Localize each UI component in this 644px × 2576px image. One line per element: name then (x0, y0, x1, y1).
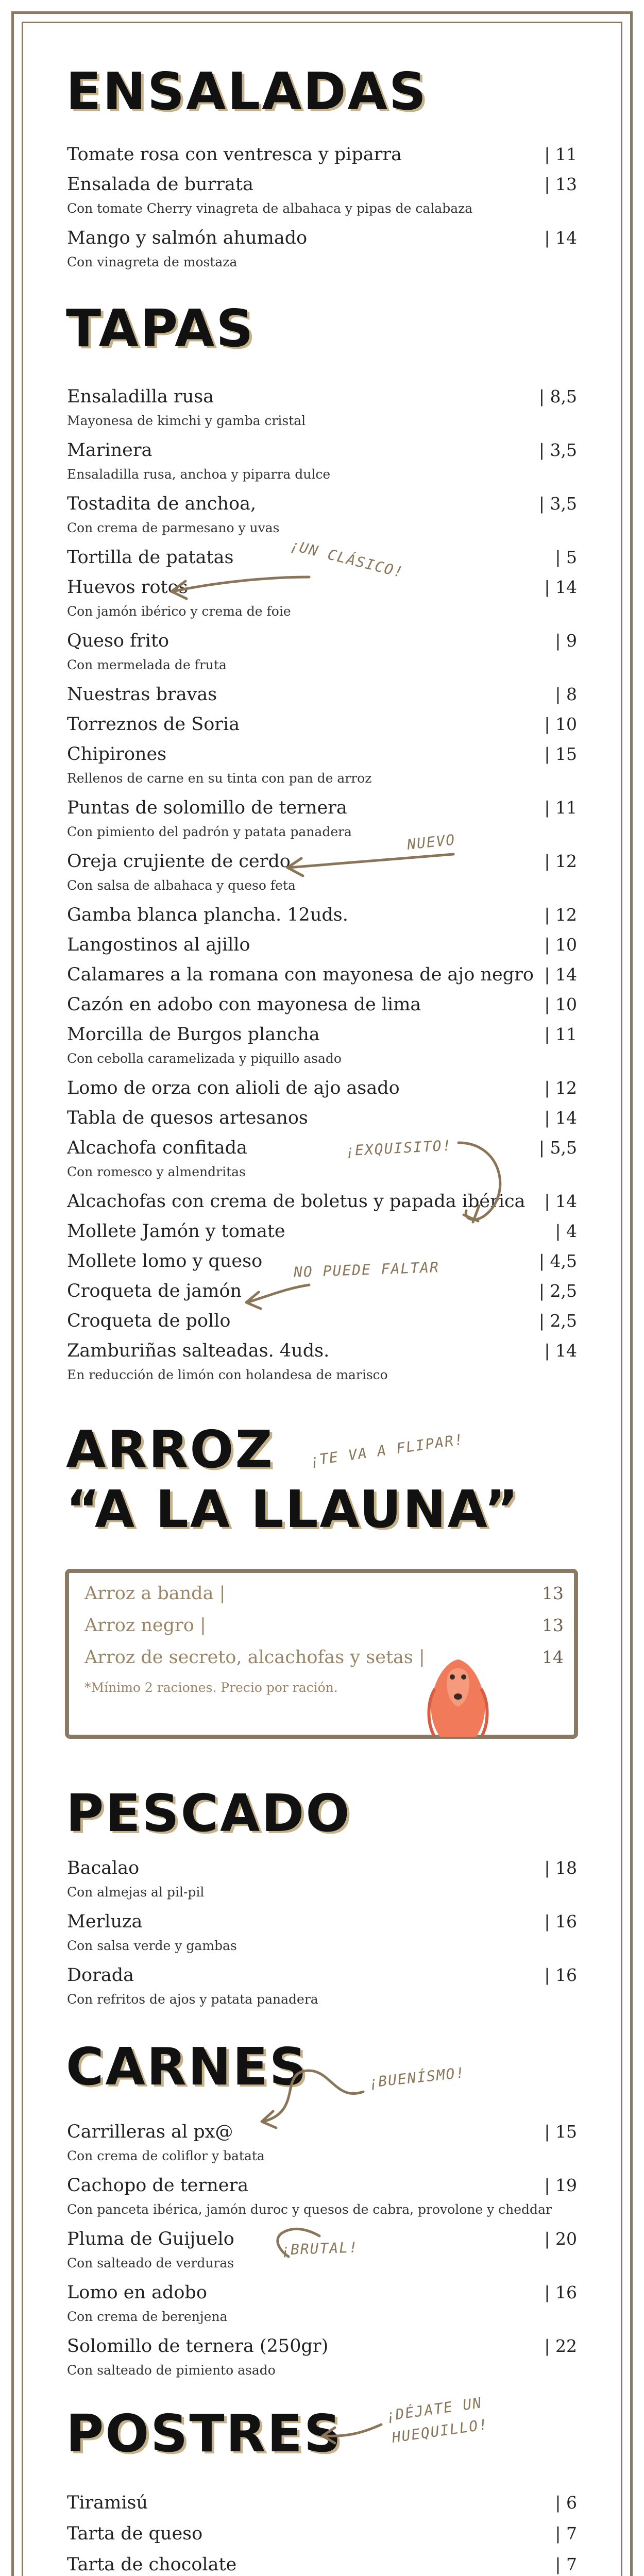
menu-item (67, 1857, 577, 1900)
item-price: | 4 (555, 1221, 577, 1241)
menu-item (67, 630, 577, 672)
item-name: Carrilleras al px@ (67, 2122, 233, 2142)
menu-item (67, 1190, 577, 1213)
item-description: Ensaladilla rusa, anchoa y piparra dulce (67, 467, 331, 482)
section-title-carnes: CARNES (66, 2037, 308, 2097)
menu-item (67, 1137, 577, 1179)
note-dejate-1: ¡DÉJATE UN (384, 2394, 483, 2425)
item-price: | 8,5 (538, 386, 577, 406)
item-name: Cazón en adobo con mayonesa de lima (67, 994, 421, 1015)
item-price: | 4,5 (538, 1251, 577, 1271)
item-name: Dorada (67, 1965, 134, 1986)
menu-item (67, 1220, 577, 1243)
item-price: | 7 (555, 2523, 577, 2544)
item-price: | 19 (544, 2175, 577, 2195)
item-description: Con salteado de pimiento asado (67, 2363, 276, 2378)
item-name: Marinera (67, 440, 152, 461)
menu-item (67, 2281, 577, 2324)
dog-illustration-icon (419, 1645, 497, 1738)
item-price: | 5 (555, 547, 577, 567)
item-name: Tarta de chocolate (67, 2554, 237, 2575)
menu-item (67, 796, 577, 839)
item-name: Nuestras bravas (67, 684, 217, 705)
item-name: Alcachofas con crema de boletus y papada ibérica (67, 1191, 526, 1212)
item-price: 13 (542, 1615, 564, 1635)
item-price: | 15 (544, 2122, 577, 2142)
section-title-tapas: TAPAS (66, 298, 255, 359)
item-description: Con salteado de verduras (67, 2256, 234, 2270)
section-title-arroz: ARROZ (66, 1419, 274, 1480)
item-description: Con romesco y almendritas (67, 1164, 246, 1179)
menu-item (67, 2121, 577, 2163)
menu-item (67, 963, 577, 986)
menu-item (67, 173, 577, 216)
menu-item (67, 2335, 577, 2378)
item-price: | 20 (544, 2229, 577, 2249)
menu-item (67, 227, 577, 269)
item-price: | 15 (544, 744, 577, 764)
item-price: | 14 (544, 1341, 577, 1361)
note-flipar: ¡TE VA A FLIPAR! (309, 1431, 465, 1469)
item-description: Con salsa verde y gambas (67, 1938, 237, 1953)
item-name: Tarta de queso (67, 2523, 203, 2544)
item-description: En reducción de limón con holandesa de marisco (67, 1367, 388, 1382)
item-name: Gamba blanca plancha. 12uds. (67, 905, 348, 925)
item-price: | 11 (544, 1024, 577, 1044)
menu-item (67, 493, 577, 535)
note-nuevo: NUEVO (406, 831, 456, 853)
menu-item (67, 1023, 577, 1066)
item-name: Croqueta de jamón (67, 1281, 242, 1301)
menu-item (67, 904, 577, 926)
item-price: | 7 (555, 2554, 577, 2574)
menu-item (67, 1107, 577, 1129)
item-price: | 2,5 (538, 1311, 577, 1331)
item-price: | 22 (544, 2336, 577, 2356)
item-name: Mollete lomo y queso (67, 1251, 263, 1272)
menu-item (67, 2492, 577, 2514)
note-buenisimo: ¡BUENÍSMO! (367, 2064, 466, 2091)
arroz-item (84, 1614, 564, 1637)
item-name: Huevos rotos (67, 577, 188, 598)
item-price: | 12 (544, 905, 577, 925)
item-name: Solomillo de ternera (250gr) (67, 2336, 329, 2357)
arrow-dejate-icon (0, 0, 1, 1)
item-description: Mayonesa de kimchi y gamba cristal (67, 413, 306, 428)
item-name: Tortilla de patatas (67, 547, 234, 568)
item-description: Con cebolla caramelizada y piquillo asado (67, 1051, 342, 1066)
menu-item (67, 143, 577, 166)
item-price: | 16 (544, 1965, 577, 1985)
item-description: Con refritos de ajos y patata panadera (67, 1992, 318, 2007)
item-name: Croqueta de pollo (67, 1311, 231, 1331)
note-no-puede-faltar: NO PUEDE FALTAR (293, 1259, 440, 1281)
item-price: | 14 (544, 228, 577, 248)
menu-item (67, 683, 577, 706)
item-name: Arroz negro | (84, 1615, 206, 1636)
item-name: Calamares a la romana con mayonesa de ajo negro (67, 964, 534, 985)
menu-item (67, 743, 577, 786)
item-name: Mollete Jamón y tomate (67, 1221, 285, 1242)
item-name: Langostinos al ajillo (67, 935, 250, 955)
menu-item (67, 2522, 577, 2545)
note-dejate-2: HUEQUILLO! (391, 2416, 489, 2446)
item-price: | 14 (544, 1108, 577, 1128)
item-price: | 18 (544, 1858, 577, 1878)
arroz-box (65, 1569, 578, 1739)
section-title-ensaladas: ENSALADAS (66, 61, 428, 122)
item-price: | 8 (555, 684, 577, 704)
menu-item (67, 934, 577, 956)
item-description: Con jamón ibérico y crema de foie (67, 604, 291, 619)
menu-item (67, 1964, 577, 2007)
item-name: Ensalada de burrata (67, 174, 253, 195)
item-description: Con crema de coliflor y batata (67, 2148, 265, 2163)
item-name: Morcilla de Burgos plancha (67, 1024, 320, 1045)
item-price: | 10 (544, 935, 577, 955)
item-description: Con mermelada de fruta (67, 657, 227, 672)
arroz-item (84, 1582, 564, 1605)
item-name: Zamburiñas salteadas. 4uds. (67, 1341, 330, 1361)
item-price: | 3,5 (538, 494, 577, 514)
menu-item (67, 2553, 577, 2576)
item-price: | 6 (555, 2493, 577, 2513)
menu-item (67, 1280, 577, 1302)
item-name: Alcachofa confitada (67, 1138, 247, 1158)
menu-item (67, 850, 577, 893)
item-description: Con panceta ibérica, jamón duroc y quesos de cabra, provolone y cheddar (67, 2202, 552, 2217)
note-exquisito: ¡EXQUISITO! (345, 1137, 453, 1160)
item-price: | 11 (544, 144, 577, 164)
item-description: Con tomate Cherry vinagreta de albahaca y pipas de calabaza (67, 201, 473, 216)
item-description: Con salsa de albahaca y queso feta (67, 878, 296, 893)
arroz-note: *Mínimo 2 raciones. Precio por ración. (84, 1680, 338, 1695)
note-brutal: ¡BRUTAL! (280, 2239, 359, 2259)
item-price: | 12 (544, 1078, 577, 1098)
menu-item (67, 2174, 577, 2217)
item-description: Con almejas al pil-pil (67, 1885, 205, 1900)
item-name: Torreznos de Soria (67, 714, 240, 735)
item-price: | 14 (544, 1191, 577, 1211)
menu-item (67, 1910, 577, 1953)
item-name: Merluza (67, 1911, 143, 1932)
item-price: | 3,5 (538, 440, 577, 460)
item-price: | 11 (544, 798, 577, 818)
item-name: Lomo en adobo (67, 2282, 207, 2303)
item-description: Con crema de berenjena (67, 2309, 228, 2324)
menu-item (67, 439, 577, 482)
item-price: | 13 (544, 174, 577, 194)
menu-item (67, 993, 577, 1016)
item-name: Chipirones (67, 744, 167, 765)
item-name: Puntas de solomillo de ternera (67, 798, 347, 818)
item-name: Tomate rosa con ventresca y piparra (67, 144, 402, 165)
menu-item (67, 1340, 577, 1382)
item-name: Tiramisú (67, 2493, 148, 2513)
item-name: Mango y salmón ahumado (67, 228, 308, 248)
item-description: Rellenos de carne en su tinta con pan de arroz (67, 771, 372, 786)
item-price: | 14 (544, 964, 577, 985)
item-name: Tostadita de anchoa, (67, 494, 257, 514)
item-price: | 2,5 (538, 1281, 577, 1301)
item-name: Bacalao (67, 1858, 140, 1878)
item-description: Con vinagreta de mostaza (67, 255, 238, 269)
item-price: 13 (542, 1583, 564, 1603)
item-name: Tabla de quesos artesanos (67, 1108, 308, 1128)
item-name: Pluma de Guijuelo (67, 2229, 234, 2249)
item-name: Queso frito (67, 631, 170, 651)
item-name: Lomo de orza con alioli de ajo asado (67, 1078, 400, 1098)
item-name: Cachopo de ternera (67, 2175, 249, 2196)
item-description: Con crema de parmesano y uvas (67, 520, 280, 535)
item-price: | 12 (544, 851, 577, 871)
menu-item (67, 1310, 577, 1332)
section-title-postres: POSTRES (66, 2403, 343, 2464)
item-price: 14 (542, 1647, 564, 1667)
item-price: | 16 (544, 2282, 577, 2302)
item-name: Arroz a banda | (84, 1583, 226, 1604)
item-price: | 10 (544, 994, 577, 1014)
menu-item (67, 576, 577, 619)
menu-item (67, 1077, 577, 1099)
item-name: Oreja crujiente de cerdo (67, 851, 291, 872)
menu-item (67, 385, 577, 428)
section-title-arroz-llauna: “A LA LLAUNA” (66, 1479, 520, 1539)
item-price: | 16 (544, 1911, 577, 1931)
item-price: | 9 (555, 631, 577, 651)
note-clasico: ¡UN CLÁSICO! (288, 536, 405, 581)
item-name: Arroz de secreto, alcachofas y setas | (84, 1647, 425, 1668)
section-title-pescado: PESCADO (66, 1783, 351, 1843)
item-price: | 14 (544, 577, 577, 597)
item-price: | 10 (544, 714, 577, 734)
item-name: Ensaladilla rusa (67, 386, 214, 407)
item-description: Con pimiento del padrón y patata panadera (67, 824, 352, 839)
item-price: | 5,5 (538, 1138, 577, 1158)
menu-item (67, 713, 577, 736)
